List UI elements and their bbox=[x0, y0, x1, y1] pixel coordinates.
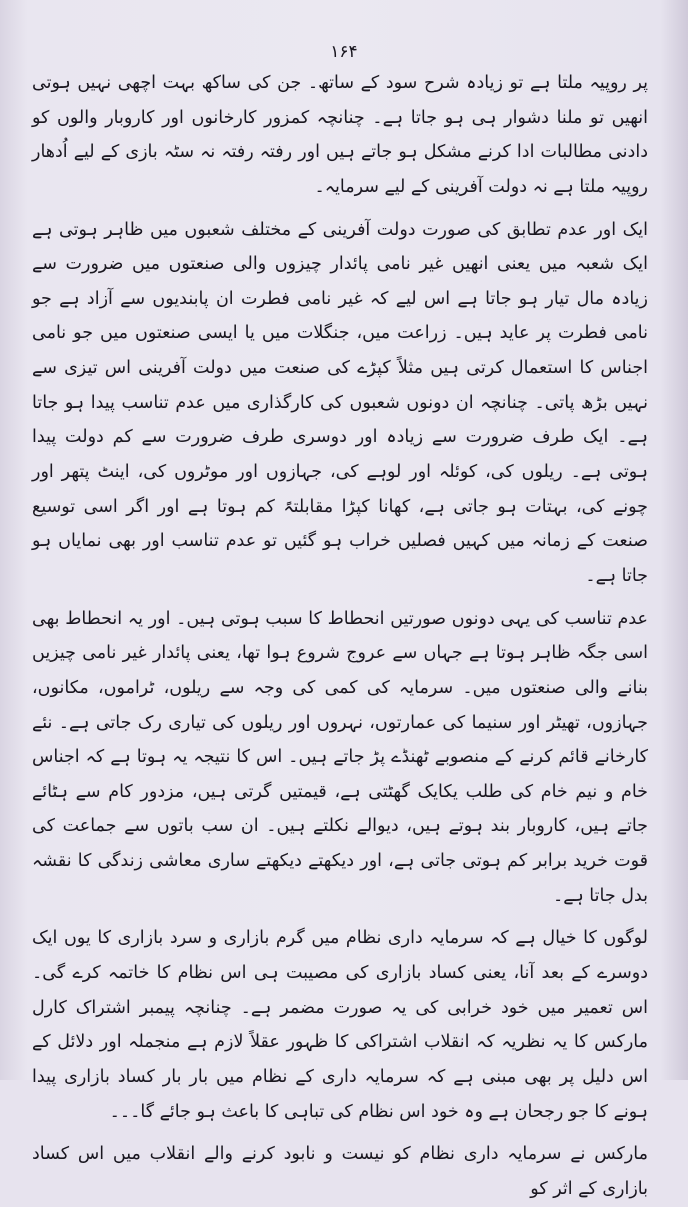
page-body bbox=[32, 66, 648, 1207]
page-number: ۱۶۴ bbox=[330, 42, 358, 62]
paragraph-4: لوگوں کا خیال ہے کہ سرمایہ داری نظام میں گرم بازاری و سرد بازاری کا یوں ایک دوسرے کے بعد آنا، یعنی کساد بازاری کی مصیبت ہی اس نظام کا خاتمہ کرے گی۔ اس تعمیر میں خود خرابی کی یہ صورت مضمر ہے۔ چنانچہ پیمبر اشتراک کارل مارکس کا یہ نظریہ کہ انقلاب اشتراکی کا ظہور عقلاً لازم ہے منجملہ اور دلائل کے اس دلیل پر بھی مبنی ہے کہ سرمایہ داری کے نظام میں بار بار کساد بازاری پیدا ہونے کا جو رجحان ہے وہ خود اس نظام کی تباہی کا باعث ہو جائے گا۔۔۔ bbox=[32, 928, 648, 1122]
paragraph-5: مارکس نے سرمایہ داری نظام کو نیست و نابود کرنے والے انقلاب میں اس کساد بازاری کے اثر کو bbox=[32, 1144, 648, 1199]
paragraph-3: عدم تناسب کی یہی دونوں صورتیں انحطاط کا سبب ہوتی ہیں۔ اور یہ انحطاط بھی اسی جگہ ظاہر ہوتا ہے جہاں سے عروج شروع ہوا تھا، یعنی پائدار غیر نامی چیزیں بنانے والی صنعتوں میں۔ سرمایہ کی کمی کی وجہ سے ریلوں، ٹراموں، مکانوں، جہازوں، تھیٹر اور سنیما کی عمارتوں، نہروں اور ریلوں کی تیاری رک جاتی ہے۔ نئے کارخانے قائم کرنے کے منصوبے ٹھنڈے پڑ جاتے ہیں۔ اس کا نتیجہ یہ ہوتا ہے کہ اجناس خام و نیم خام کی طلب یکایک گھٹتی ہے، قیمتیں گرتی ہیں، مزدور کام سے ہٹائے جاتے ہیں، کاروبار بند ہوتے ہیں، دیوالے نکلتے ہیں۔ ان سب باتوں سے جماعت کی قوت خرید برابر کم ہوتی جاتی ہے، اور دیکھتے دیکھتے ساری معاشی زندگی کا نقشہ بدل جاتا ہے۔ bbox=[32, 608, 648, 906]
paragraph-2: ایک اور عدم تطابق کی صورت دولت آفرینی کے مختلف شعبوں میں ظاہر ہوتی ہے ایک شعبہ میں یعنی انھیں غیر نامی پائدار چیزوں والی صنعتوں میں ضرورت سے زیادہ مال تیار ہو جاتا ہے اس لیے کہ غیر نامی فطرت ان پابندیوں سے آزاد ہے جو نامی فطرت پر عاید ہیں۔ زراعت میں، جنگلات میں یا ایسی صنعتوں میں جو نامی اجناس کا استعمال کرتی ہیں مثلاً کپڑے کی صنعت میں دولت آفرینی اس تیزی سے نہیں بڑھ پاتی۔ چنانچہ ان دونوں شعبوں کی کارگذاری میں عدم تناسب پیدا ہو جاتا ہے۔ ایک طرف ضرورت سے زیادہ اور دوسری طرف ضرورت سے کم دولت پیدا ہوتی ہے۔ ریلوں کی، کوئلہ اور لوہے کی، جہازوں اور موٹروں کی، اینٹ پتھر اور چونے کی، بہتات ہو جاتی ہے، کھانا کپڑا مقابلتہً کم ہوتا ہے اور اگر اسی توسیع صنعت کے زمانہ میں کہیں فصلیں خراب ہو گئیں تو عدم تناسب اور بھی نمایاں ہو جاتا ہے۔ bbox=[32, 219, 648, 586]
paragraph-1: پر روپیہ ملتا ہے تو زیادہ شرح سود کے ساتھ۔ جن کی ساکھ بہت اچھی نہیں ہوتی انھیں تو ملنا دشوار ہی ہو جاتا ہے۔ چنانچہ کمزور کارخانوں اور کاروبار والوں کو دادنی مطالبات ادا کرنے مشکل ہو جاتے ہیں اور رفتہ رفتہ نہ سٹہ بازی کے لیے اُدھار روپیہ ملتا ہے نہ دولت آفرینی کے لیے سرمایہ۔ bbox=[32, 73, 648, 197]
